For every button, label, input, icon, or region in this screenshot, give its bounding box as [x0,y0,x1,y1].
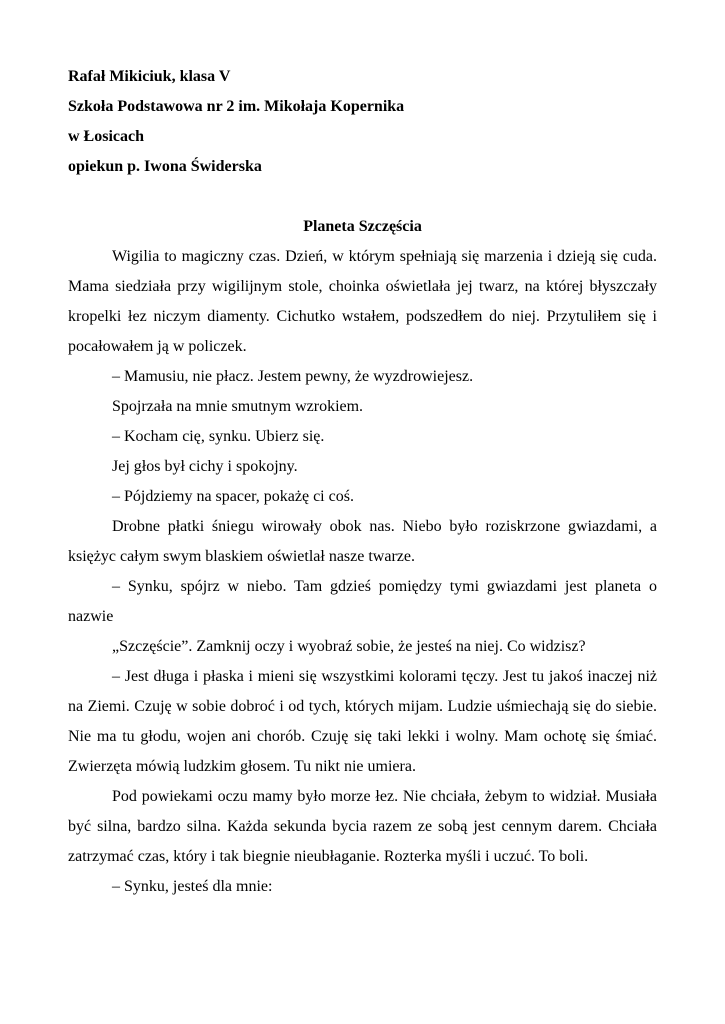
story-title: Planeta Szczęścia [303,218,422,235]
story-body [68,242,657,902]
author-block [68,62,657,182]
paragraph: – Kocham cię, synku. Ubierz się. [112,428,325,445]
paragraph: – Pójdziemy na spacer, pokażę ci coś. [112,488,354,505]
paragraph: Pod powiekami oczu mamy było morze łez. Nie chciała, żebym to widział. Musiała być silna, bardzo silna. Każda sekunda bycia razem ze sobą jest cennym darem. Chciała zatrzymać czas, który i tak biegnie nieubłaganie. Rozterka myśli i uczuć. To boli. [68,788,657,865]
paragraph: Spojrzała na mnie smutnym wzrokiem. [112,398,364,415]
paragraph: – Synku, spójrz w niebo. Tam gdzieś pomiędzy tymi gwiazdami jest planeta o nazwie [68,578,657,625]
paragraph: – Synku, jesteś dla mnie: [112,878,273,895]
author-name: Rafał Mikiciuk, klasa V [68,68,231,85]
paragraph: Drobne płatki śniegu wirowały obok nas. Niebo było roziskrzone gwiazdami, a księżyc całym swym blaskiem oświetlał nasze twarze. [68,518,657,565]
paragraph: „Szczęście”. Zamknij oczy i wyobraź sobie, że jesteś na niej. Co widzisz? [112,638,586,655]
school-name: Szkoła Podstawowa nr 2 im. Mikołaja Kopernika [68,98,405,115]
supervisor: opiekun p. Iwona Świderska [68,158,262,175]
paragraph: Jej głos był cichy i spokojny. [112,458,298,475]
document-page [68,62,657,902]
school-town: w Łosicach [68,128,144,145]
paragraph: – Jest długa i płaska i mieni się wszystkimi kolorami tęczy. Jest tu jakoś inaczej niż na Ziemi. Czuję w sobie dobroć i od tych, których mijam. Ludzie uśmiechają się do siebie. Nie ma tu głodu, wojen ani chorób. Czuję się taki lekki i wolny. Mam ochotę się śmiać. Zwierzęta mówią ludzkim głosem. Tu nikt nie umiera. [68,668,657,775]
paragraph: – Mamusiu, nie płacz. Jestem pewny, że wyzdrowiejesz. [112,368,474,385]
paragraph: Wigilia to magiczny czas. Dzień, w którym spełniają się marzenia i dzieją się cuda. Mama siedziała przy wigilijnym stole, choinka oświetlała jej twarz, na której błyszczały kropelki łez niczym diamenty. Cichutko wstałem, podszedłem do niej. Przytuliłem się i pocałowałem ją w policzek. [68,248,657,355]
